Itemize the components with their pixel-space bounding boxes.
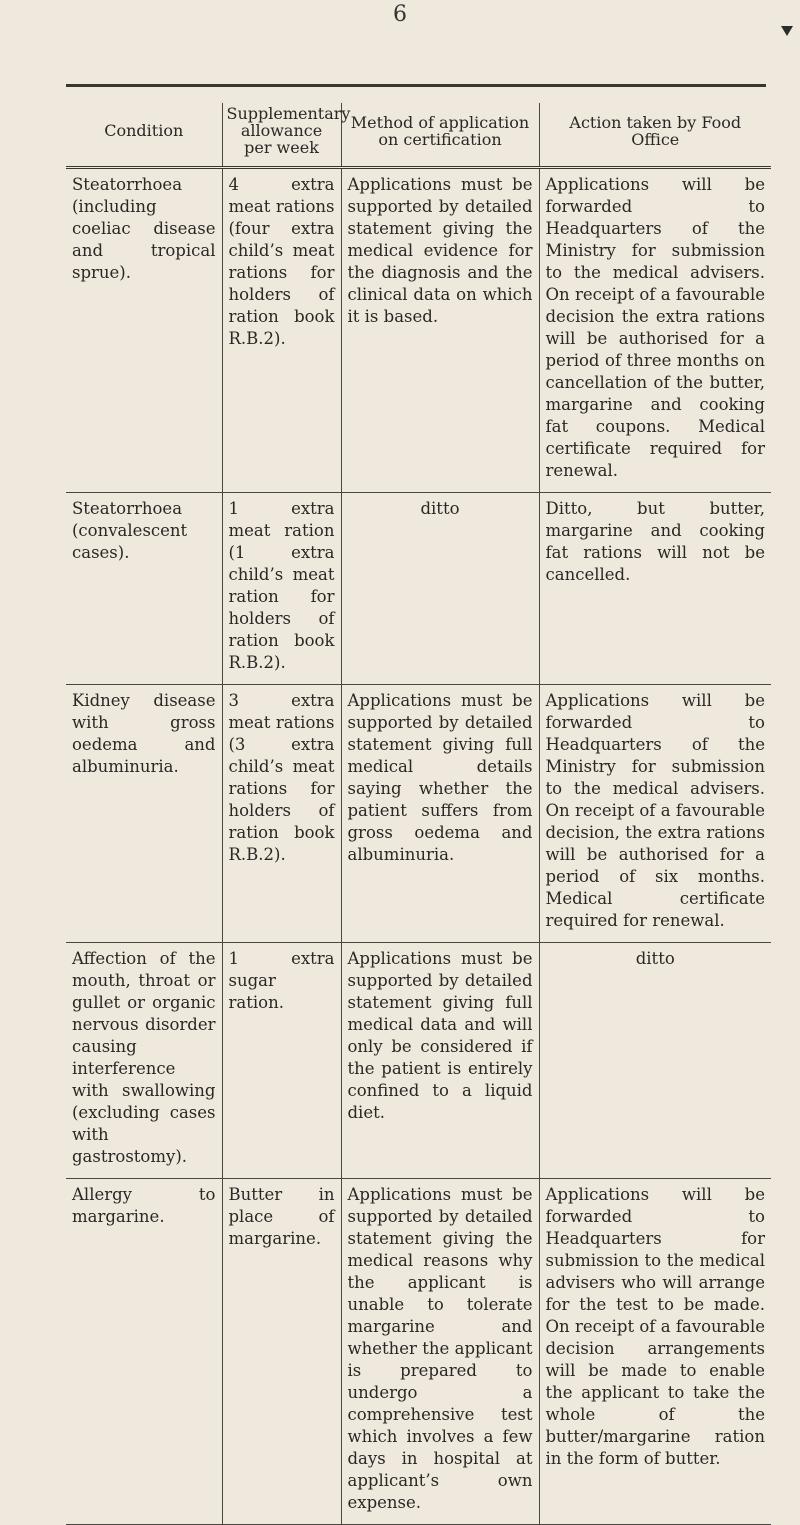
ration-allowance-table: [66, 103, 771, 1525]
header-condition: Condition: [66, 103, 222, 168]
corner-mark: [781, 26, 793, 36]
action-cell: Applications will be forwarded to Headquarters for submission to the medical advisers who will arrange for the test to be made. On receipt of a favourable decision arrangements will be made to enable the applicant to take the whole of the butter/margarine ration in the form of butter.: [539, 1179, 771, 1525]
method-cell: ditto: [341, 493, 539, 685]
condition-cell: Steatorrhoea (including coeliac disease and tropical sprue).: [66, 168, 222, 493]
action-cell: Applications will be forwarded to Headquarters of the Ministry for submission to the medical advisers. On receipt of a favourable decision, the extra rations will be authorised for a period of six months. Medical certificate required for renewal.: [539, 685, 771, 943]
header-method: Method of application on certification: [341, 103, 539, 168]
table-row: [66, 685, 771, 943]
allowance-cell: 4 extra meat rations (four extra child’s meat rations for holders of ration book R.B.2).: [222, 168, 341, 493]
allowance-cell: 3 extra meat rations (3 extra child’s meat rations for holders of ration book R.B.2).: [222, 685, 341, 943]
table-row: [66, 493, 771, 685]
condition-cell: Steatorrhoea (convalescent cases).: [66, 493, 222, 685]
action-cell: Ditto, but butter, margarine and cooking fat rations will not be cancelled.: [539, 493, 771, 685]
header-row: [66, 103, 771, 168]
action-cell: Applications will be forwarded to Headquarters of the Ministry for submission to the medical advisers. On receipt of a favourable decision the extra rations will be authorised for a period of three months on cancellation of the butter, margarine and cooking fat coupons. Medical certificate required for renewal.: [539, 168, 771, 493]
header-action: Action taken by Food Office: [539, 103, 771, 168]
table-row: [66, 168, 771, 493]
header-allowance: Supplementary allowance per week: [222, 103, 341, 168]
method-cell: Applications must be supported by detailed statement giving the medical reasons why the applicant is unable to tolerate margarine and whether the applicant is prepared to undergo a comprehensive test which involves a few days in hospital at applicant’s own expense.: [341, 1179, 539, 1525]
action-cell: ditto: [539, 943, 771, 1179]
top-rule: [66, 84, 766, 87]
page-number: 6: [393, 2, 407, 27]
method-cell: Applications must be supported by detailed statement giving the medical evidence for the diagnosis and the clinical data on which it is based.: [341, 168, 539, 493]
method-cell: Applications must be supported by detailed statement giving full medical details saying whether the patient suffers from gross oedema and albuminuria.: [341, 685, 539, 943]
allowance-cell: 1 extra sugar ration.: [222, 943, 341, 1179]
allowance-cell: Butter in place of margarine.: [222, 1179, 341, 1525]
condition-cell: Affection of the mouth, throat or gullet or organic nervous disorder causing interference with swallowing (excluding cases with gastrostomy).: [66, 943, 222, 1179]
condition-cell: Allergy to margarine.: [66, 1179, 222, 1525]
table-row: [66, 943, 771, 1179]
condition-cell: Kidney disease with gross oedema and albuminuria.: [66, 685, 222, 943]
allowance-cell: 1 extra meat ration (1 extra child’s meat ration for holders of ration book R.B.2).: [222, 493, 341, 685]
table-row: [66, 1179, 771, 1525]
method-cell: Applications must be supported by detailed statement giving full medical data and will only be considered if the patient is entirely confined to a liquid diet.: [341, 943, 539, 1179]
